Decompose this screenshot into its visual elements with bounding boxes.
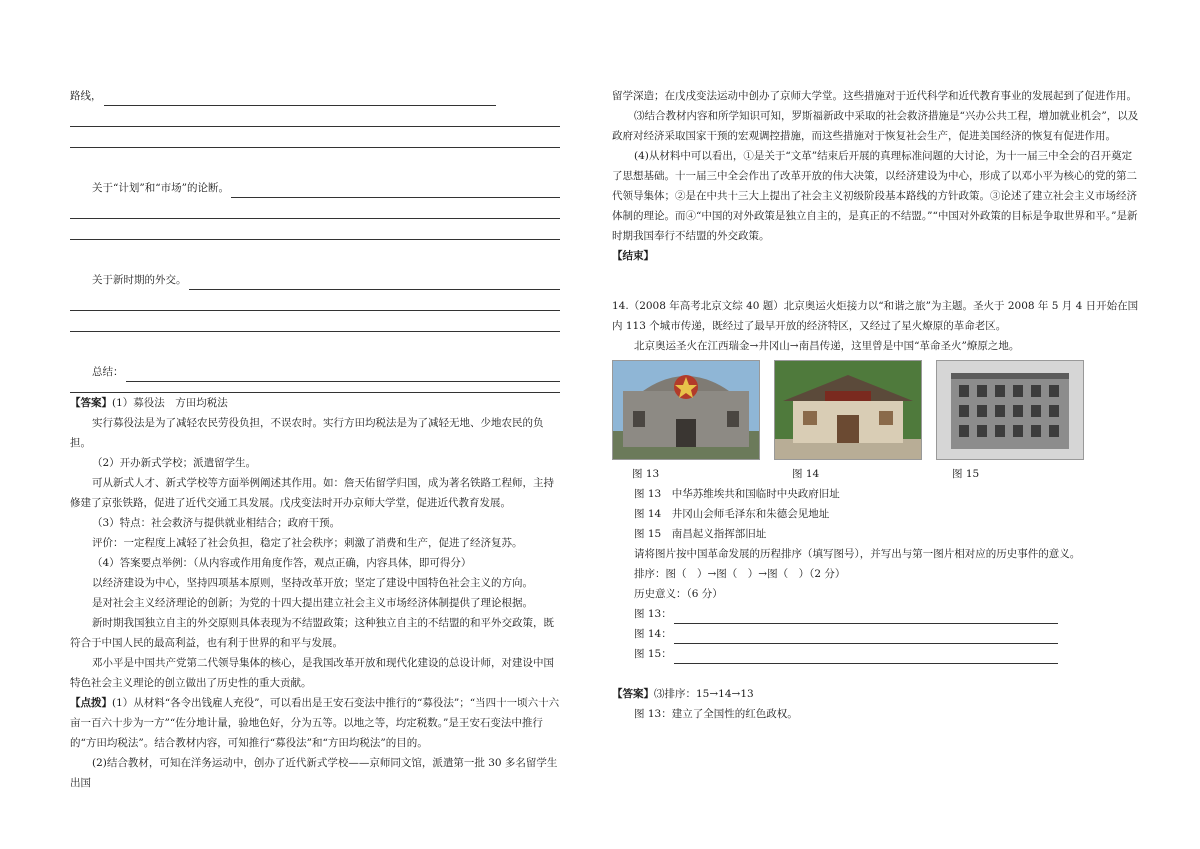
tip-text: (2)结合教材，可知在洋务运动中，创办了近代新式学校——京师同文馆，派遣第一批 30 多名留学生出国 bbox=[70, 757, 558, 789]
figure-desc: 图 13 中华苏维埃共和国临时中央政府旧址 bbox=[634, 488, 840, 500]
answer-label: 【答案】 bbox=[612, 688, 654, 700]
summary-line bbox=[70, 362, 560, 382]
photo-jinggangshan-meeting-site bbox=[774, 360, 922, 460]
continued-text: ⑶结合教材内容和所学知识可知，罗斯福新政中采取的社会救济措施是“兴办公共工程，增加就业机会”，以及政府对经济采取国家干预的宏观调控措施，而这些措施对于恢复社会生产，促进美国经济的恢复有促进作用。 bbox=[612, 110, 1139, 142]
right-column bbox=[612, 86, 1140, 724]
photo-nanchang-uprising-hq bbox=[936, 360, 1084, 460]
fig15-line: 图 15： bbox=[612, 644, 1058, 664]
route-answer-line bbox=[70, 86, 496, 106]
order-prompt: 排序：图（ ）→图（ ）→图（ ）（2 分） bbox=[634, 568, 846, 580]
figure-captions bbox=[612, 464, 1140, 484]
summary-label: 总结： bbox=[92, 366, 124, 378]
plan-market-line bbox=[70, 178, 560, 198]
left-column bbox=[70, 86, 560, 793]
tip-label: 【点拨】 bbox=[70, 697, 112, 709]
figure-desc: 图 15 南昌起义指挥部旧址 bbox=[634, 528, 767, 540]
end-label: 【结束】 bbox=[612, 250, 654, 262]
continued-text: (4)从材料中可以看出，①是关于“文革”结束后开展的真理标准问题的大讨论，为十一届三中全会的召开奠定了思想基础。十一届三中全会作出了改革开放的伟大决策，以经济建设为中心，形成了以邓小平为核心的党的第二代领导集体；②是在中共十三大上提出了社会主义初级阶段基本路线的方针政策。③论述了建立社会主义市场经济体制的理论。而④“中国的对外政策是独立自主的，是真正的不结盟。”“中国对外政策的目标是争取世界和平。”是新时期我国奉行不结盟的外交政策。 bbox=[612, 150, 1138, 242]
answer-text: 可从新式人才、新式学校等方面举例阐述其作用。如：詹天佑留学归国，成为著名铁路工程师，主持修建了京张铁路，促进了近代交通工具发展。戊戌变法时开办京师大学堂，促进近代教育发展。 bbox=[70, 477, 554, 509]
figure-14-caption: 图 14 bbox=[792, 468, 820, 480]
route-label: 路线， bbox=[70, 90, 102, 102]
answer-text: 以经济建设为中心，坚持四项基本原则，坚持改革开放；坚定了建设中国特色社会主义的方向。 bbox=[92, 577, 533, 589]
foreign-policy-label: 关于新时期的外交。 bbox=[92, 274, 187, 286]
answer-text: 邓小平是中国共产党第二代领导集体的核心，是我国改革开放和现代化建设的总设计师，对建设中国特色社会主义理论的创立做出了历史性的重大贡献。 bbox=[70, 657, 554, 689]
photo-ruijin-government-site bbox=[612, 360, 760, 460]
answer-13: 图 13：建立了全国性的红色政权。 bbox=[634, 708, 798, 720]
blank-line bbox=[70, 218, 560, 219]
question-14-note: 北京奥运圣火在江西瑞金→井冈山→南昌传递，这里曾是中国“革命圣火”燎原之地。 bbox=[634, 340, 1020, 352]
figure-13-caption: 图 13 bbox=[632, 468, 660, 480]
blank-line bbox=[70, 310, 560, 311]
answer-text: （2）开办新式学校；派遣留学生。 bbox=[92, 457, 257, 469]
question-14: 14.（2008 年高考北京文综 40 题）北京奥运火炬接力以“和谐之旅”为主题。圣火于 2008 年 5 月 4 日开始在国内 113 个城市传递，既经过了最早开放的经济特区，又经过了星火燎原的革命老区。 bbox=[612, 300, 1139, 332]
figure-desc: 图 14 井冈山会师毛泽东和朱德会见地址 bbox=[634, 508, 830, 520]
fig13-line: 图 13： bbox=[612, 604, 1058, 624]
answer-text: 新时期我国独立自主的外交原则具体表现为不结盟政策；这种独立自主的不结盟的和平外交政策，既符合于中国人民的最高利益，也有利于世界的和平与发展。 bbox=[70, 617, 554, 649]
blank-line bbox=[70, 126, 560, 127]
photo-row bbox=[612, 360, 1140, 460]
figure-15-caption: 图 15 bbox=[952, 468, 980, 480]
foreign-policy-line bbox=[70, 270, 560, 290]
answer-text: 实行募役法是为了减轻农民劳役负担，不误农时。实行方田均税法是为了减轻无地、少地农民的负担。 bbox=[70, 417, 544, 449]
fig14-line: 图 14： bbox=[612, 624, 1058, 644]
answer-14: 【答案】⑶排序：15→14→13 bbox=[612, 688, 754, 700]
meaning-prompt: 历史意义：（6 分） bbox=[634, 588, 723, 600]
instruction: 请将图片按中国革命发展的历程排序（填写图号），并写出与第一图片相对应的历史事件的意义。 bbox=[634, 548, 1081, 560]
plan-market-label: 关于“计划”和“市场”的论断。 bbox=[92, 182, 229, 194]
answer-text: 评价：一定程度上减轻了社会负担，稳定了社会秩序；刺激了消费和生产，促进了经济复苏。 bbox=[92, 537, 523, 549]
continued-text: 留学深造；在戊戌变法运动中创办了京师大学堂。这些措施对于近代科学和近代教育事业的发展起到了促进作用。 bbox=[612, 90, 1137, 102]
answer-label: 【答案】 bbox=[70, 397, 112, 409]
answer-block-1: 【答案】(1）募役法 方田均税法 bbox=[70, 397, 228, 409]
answer-text: 是对社会主义经济理论的创新；为党的十四大提出建立社会主义市场经济体制提供了理论根据。 bbox=[92, 597, 533, 609]
tip-block: 【点拨】(1）从材料“各令出钱雇人充役”，可以看出是王安石变法中推行的“募役法”；“当四十一顷六十六亩一百六十步为一方”“佐分地计量，验地色好，分为五等。以地之等，均定税数。”是王安石变法中推行的“方田均税法”。结合教材内容，可知推行“募役法”和“方田均税法”的目的。 bbox=[70, 697, 560, 749]
answer-text: （4）答案要点举例：（从内容或作用角度作答，观点正确，内容具体，即可得分） bbox=[92, 557, 472, 569]
answer-text: （3）特点：社会救济与提供就业相结合；政府干预。 bbox=[92, 517, 341, 529]
